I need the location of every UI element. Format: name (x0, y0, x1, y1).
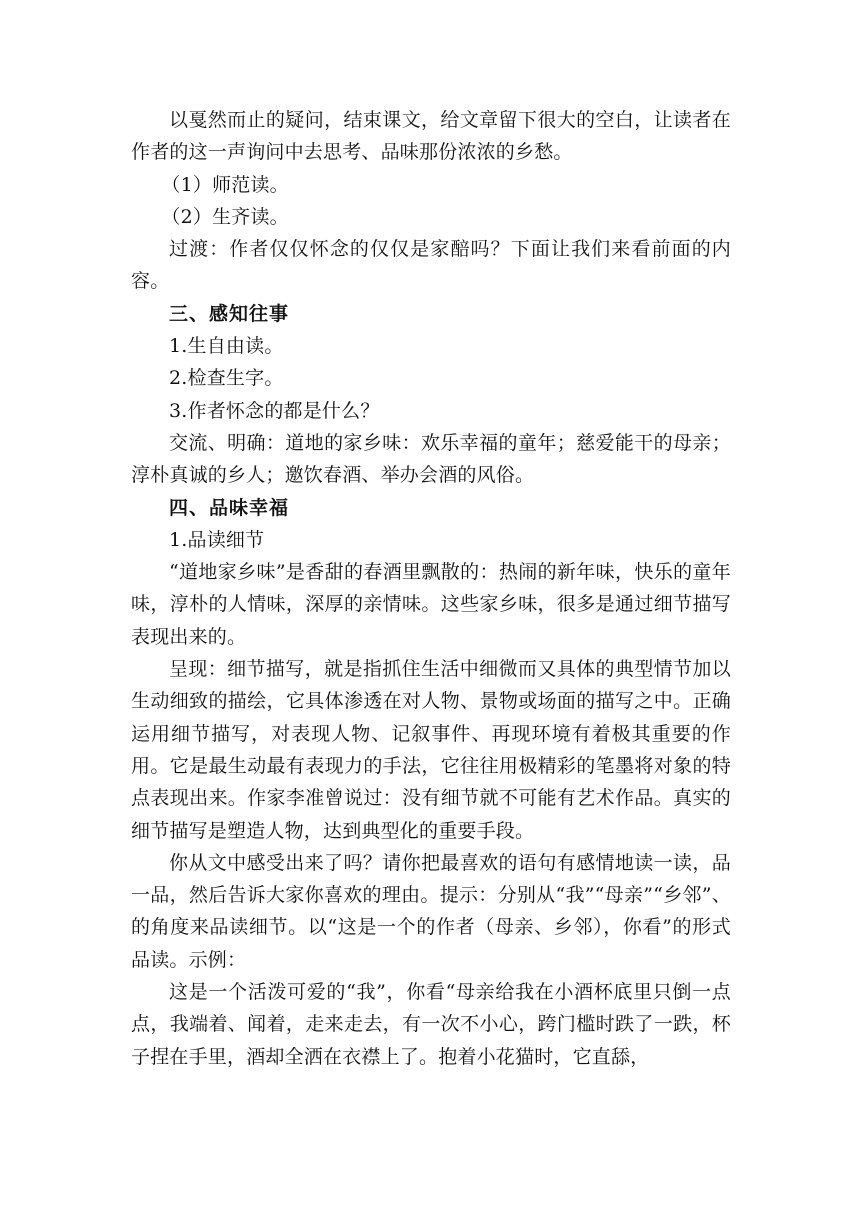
paragraph-hometown-flavor: “道地家乡味”是香甜的春酒里飘散的：热闹的新年味，快乐的童年味，淳朴的人情味，深厚的亲情味。这些家乡味，很多是通过细节描写表现出来的。 (131, 561, 731, 648)
subsection-heading: 1.品读细节 (169, 528, 265, 551)
paragraph-transition: 过渡：作者仅仅怀念的仅仅是家醅吗？下面让我们来看前面的内容。 (131, 238, 731, 293)
step-teacher-reading: （1）师范读。 (161, 173, 289, 196)
paragraph-example: 这是一个活泼可爱的“我”，你看“母亲给我在小酒杯底里只倒一点点，我端着、闻着，走来走去，有一次不小心，跨门槛时跌了一跌，杯子捏在手里，酒却全洒在衣襟上了。抱着小花猫时，它直舔， (131, 981, 731, 1068)
list-item: 3.作者怀念的都是什么？ (169, 399, 380, 422)
list-item: 2.检查生字。 (169, 367, 284, 390)
section-heading-4: 四、品味幸福 (169, 496, 290, 519)
paragraph-answer: 交流、明确：道地的家乡味：欢乐幸福的童年；慈爱能干的母亲；淳朴真诚的乡人；邀饮春酒、举办会酒的风俗。 (131, 431, 731, 487)
step-students-reading: （2）生齐读。 (161, 205, 289, 228)
section-heading-3: 三、感知往事 (169, 302, 290, 325)
paragraph-detail-description: 呈现：细节描写，就是指抓住生活中细微而又具体的典型情节加以生动细致的描绘，它具体渗透在对人物、景物或场面的描写之中。正确运用细节描写，对表现人物、记叙事件、再现环境有着极其重要的作用。它是最生动最有表现力的手法，它往往用极精彩的笔墨将对象的特点表现出来。作家李准曾说过：没有细节就不可能有艺术作品。真实的细节描写是塑造人物，达到典型化的重要手段。 (131, 658, 731, 842)
list-item: 1.生自由读。 (169, 335, 284, 358)
paragraph-intro: 以戛然而止的疑问，结束课文，给文章留下很大的空白，让读者在作者的这一声询问中去思考、品味那份浓浓的乡愁。 (131, 109, 731, 164)
paragraph-task-prompt: 你从文中感受出来了吗？请你把最喜欢的语句有感情地读一读，品一品，然后告诉大家你喜欢的理由。提示：分别从“我”“母亲”“乡邻”、的角度来品读细节。以“这是一个的作者（母亲、乡邻），你看”的形式品读。示例： (131, 851, 731, 971)
document-body (131, 104, 731, 1073)
